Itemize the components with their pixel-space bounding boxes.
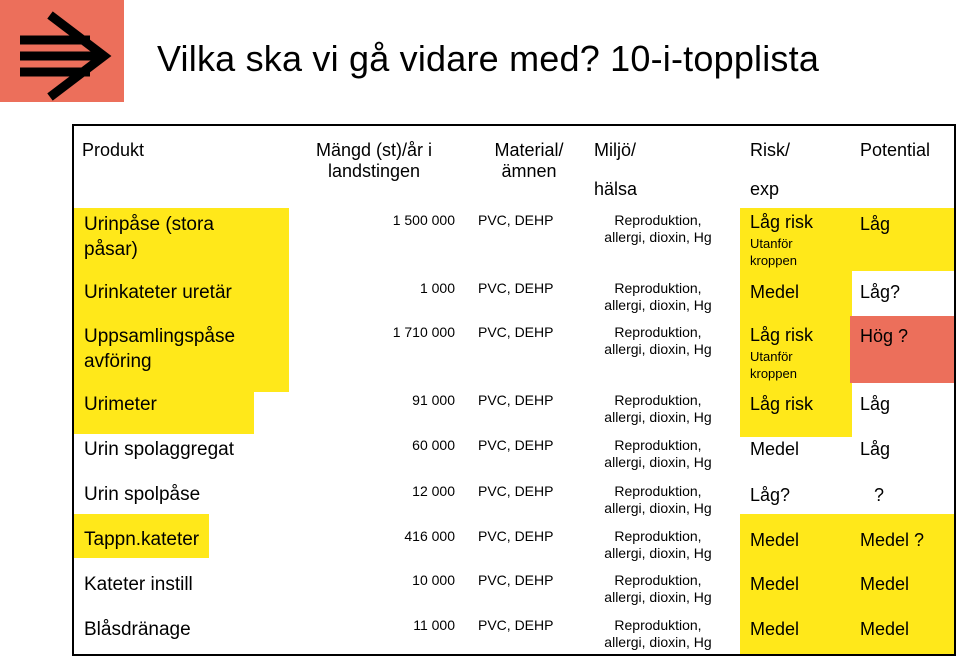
row-quantity: 1 000 — [419, 280, 455, 296]
row-potential: Hög ? — [860, 326, 909, 346]
row-material: PVC, DEHP — [478, 572, 554, 588]
row-potential: Medel ? — [860, 530, 925, 550]
row-material: PVC, DEHP — [478, 528, 554, 544]
row-quantity: 10 000 — [412, 572, 455, 588]
row-quantity: 11 000 — [413, 617, 455, 633]
logo — [0, 0, 124, 102]
row-quantity: 416 000 — [404, 528, 455, 544]
header-material: Material/ ämnen — [494, 140, 564, 181]
row-environment: Reproduktion, allergi, dioxin, Hg — [604, 280, 712, 313]
row-product: Kateter instill — [84, 574, 193, 595]
row-quantity: 1 710 000 — [392, 324, 455, 340]
row-environment: Reproduktion, allergi, dioxin, Hg — [604, 617, 712, 650]
row-potential: Medel — [860, 619, 910, 639]
row-risk: Låg risk — [750, 394, 814, 414]
row-potential: Låg? — [860, 282, 901, 302]
row-environment: Reproduktion, allergi, dioxin, Hg — [604, 392, 712, 425]
row-risk: Låg risk Utanför kroppen — [750, 325, 814, 381]
row-risk: Medel — [750, 439, 800, 459]
row-potential: Medel — [860, 574, 910, 594]
row-product: Tappn.kateter — [84, 529, 200, 550]
row-material: PVC, DEHP — [478, 392, 554, 408]
row-material: PVC, DEHP — [478, 483, 554, 499]
row-environment: Reproduktion, allergi, dioxin, Hg — [604, 483, 712, 516]
header-environment: Miljö/ hälsa — [594, 140, 638, 199]
row-product: Urin spolpåse — [84, 484, 201, 505]
header-product: Produkt — [82, 140, 145, 160]
row-environment: Reproduktion, allergi, dioxin, Hg — [604, 212, 712, 245]
row-quantity: 1 500 000 — [392, 212, 455, 228]
row-risk: Låg? — [750, 485, 791, 505]
row-environment: Reproduktion, allergi, dioxin, Hg — [604, 437, 712, 470]
row-risk: Medel — [750, 574, 800, 594]
header-risk: Risk/ exp — [750, 140, 790, 199]
row-quantity: 12 000 — [412, 483, 455, 499]
row-product: Uppsamlingspåse avföring — [84, 326, 236, 372]
row-product: Urimeter — [84, 394, 157, 415]
ranking-table — [72, 124, 956, 656]
row-product: Urinpåse (stora påsar) — [84, 214, 214, 260]
row-potential: Låg — [860, 439, 891, 459]
row-risk: Låg risk Utanför kroppen — [750, 212, 814, 268]
row-potential: Låg — [860, 214, 891, 234]
row-risk: Medel — [750, 619, 800, 639]
page-title: Vilka ska vi gå vidare med? 10-i-topplista — [157, 38, 820, 79]
row-material: PVC, DEHP — [478, 437, 554, 453]
row-potential: Låg — [860, 394, 891, 414]
row-environment: Reproduktion, allergi, dioxin, Hg — [604, 324, 712, 357]
row-material: PVC, DEHP — [478, 617, 554, 633]
row-environment: Reproduktion, allergi, dioxin, Hg — [604, 572, 712, 605]
row-quantity: 91 000 — [412, 392, 455, 408]
header-potential: Potential — [860, 140, 931, 160]
row-material: PVC, DEHP — [478, 280, 554, 296]
row-product: Blåsdränage — [84, 619, 191, 640]
arrow-logo-icon — [0, 0, 124, 102]
row-material: PVC, DEHP — [478, 324, 554, 340]
row-risk: Medel — [750, 282, 800, 302]
header-quantity: Mängd (st)/år i landstingen — [315, 140, 433, 181]
row-product: Urin spolaggregat — [84, 439, 234, 460]
row-environment: Reproduktion, allergi, dioxin, Hg — [604, 528, 712, 561]
row-product: Urinkateter uretär — [84, 282, 232, 303]
row-quantity: 60 000 — [412, 437, 455, 453]
row-risk: Medel — [750, 530, 800, 550]
row-potential: ? — [874, 485, 885, 505]
row-material: PVC, DEHP — [478, 212, 554, 228]
